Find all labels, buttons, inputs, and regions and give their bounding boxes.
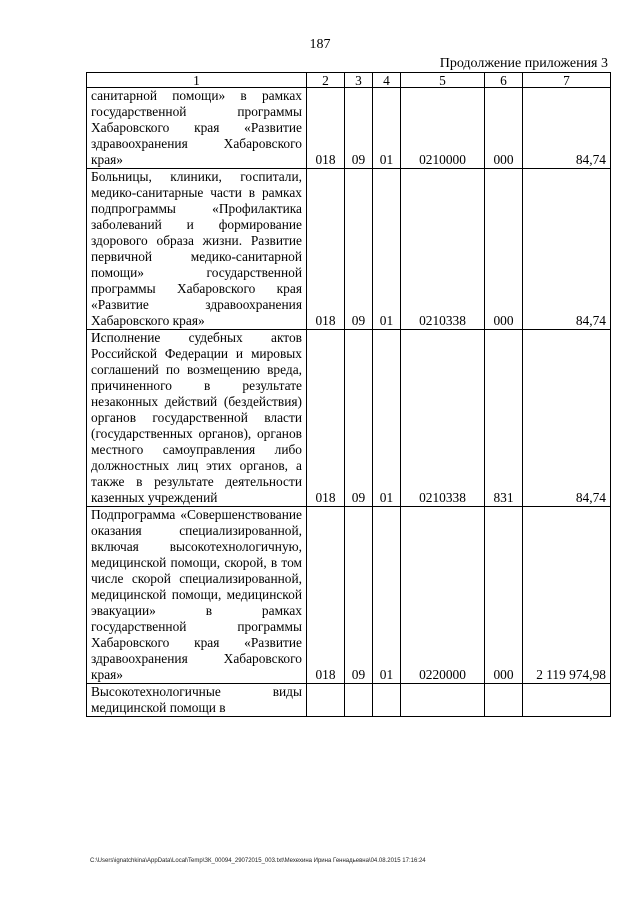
row-expense-type: 831 — [485, 330, 523, 507]
header-col-3: 3 — [345, 73, 373, 88]
row-subsection: 01 — [373, 330, 401, 507]
row-name: санитарной помощи» в рамках государственной программы Хабаровского края «Развитие здравоохранения Хабаровского края» — [87, 88, 307, 169]
header-col-4: 4 — [373, 73, 401, 88]
table-row — [87, 684, 611, 717]
row-amount: 2 119 974,98 — [523, 507, 611, 684]
table-row — [87, 88, 611, 169]
row-ministry — [307, 684, 345, 717]
table-row — [87, 507, 611, 684]
row-section: 09 — [345, 169, 373, 330]
header-col-5: 5 — [401, 73, 485, 88]
row-name: Высокотехнологичные виды медицинской помощи в — [87, 684, 307, 717]
header-row — [87, 73, 611, 88]
row-expense-type — [485, 684, 523, 717]
row-expense-type: 000 — [485, 88, 523, 169]
row-name: Исполнение судебных актов Российской Федерации и мировых соглашений по возмещению вреда, причиненного в результате незаконных действий (бездействия) органов государственной власти (государственных органов), органов местного самоуправления либо должностных лиц этих органов, а также в результате деятельности казенных учреждений — [87, 330, 307, 507]
table-row — [87, 169, 611, 330]
row-target: 0210000 — [401, 88, 485, 169]
table-row — [87, 330, 611, 507]
row-target: 0210338 — [401, 330, 485, 507]
row-amount: 84,74 — [523, 330, 611, 507]
continuation-label: Продолжение приложения 3 — [439, 56, 608, 71]
row-section — [345, 684, 373, 717]
row-ministry: 018 — [307, 330, 345, 507]
row-section: 09 — [345, 88, 373, 169]
budget-table — [86, 72, 611, 717]
row-amount: 84,74 — [523, 88, 611, 169]
row-target: 0220000 — [401, 507, 485, 684]
row-ministry: 018 — [307, 507, 345, 684]
header-col-7: 7 — [523, 73, 611, 88]
row-ministry: 018 — [307, 169, 345, 330]
row-section: 09 — [345, 330, 373, 507]
row-name: Подпрограмма «Совершенствование оказания специализированной, включая высокотехнологичную, медицинской помощи, скорой, в том числе скорой специализированной, медицинской помощи, медицинской эвакуации» в рамках государственной программы Хабаровского края «Развитие здравоохранения Хабаровского края» — [87, 507, 307, 684]
row-amount — [523, 684, 611, 717]
row-target: 0210338 — [401, 169, 485, 330]
row-subsection: 01 — [373, 507, 401, 684]
header-col-1: 1 — [87, 73, 307, 88]
row-section: 09 — [345, 507, 373, 684]
row-subsection: 01 — [373, 169, 401, 330]
row-amount: 84,74 — [523, 169, 611, 330]
row-ministry: 018 — [307, 88, 345, 169]
header-col-6: 6 — [485, 73, 523, 88]
row-subsection: 01 — [373, 88, 401, 169]
row-target — [401, 684, 485, 717]
row-subsection — [373, 684, 401, 717]
file-path-footer: C:\Users\ignatchkina\AppData\Local\Temp\ЗК_00094_29072015_003.txt\Мехехина Ирина Геннадьевна\04.08.2015 17:16:24 — [90, 858, 426, 864]
row-expense-type: 000 — [485, 507, 523, 684]
row-name: Больницы, клиники, госпитали, медико-санитарные части в рамках подпрограммы «Профилактика заболеваний и формирование здорового образа жизни. Развитие первичной медико-санитарной помощи» государственной программы Хабаровского края «Развитие здравоохранения Хабаровского края» — [87, 169, 307, 330]
page-number: 187 — [309, 37, 331, 52]
row-expense-type: 000 — [485, 169, 523, 330]
header-col-2: 2 — [307, 73, 345, 88]
